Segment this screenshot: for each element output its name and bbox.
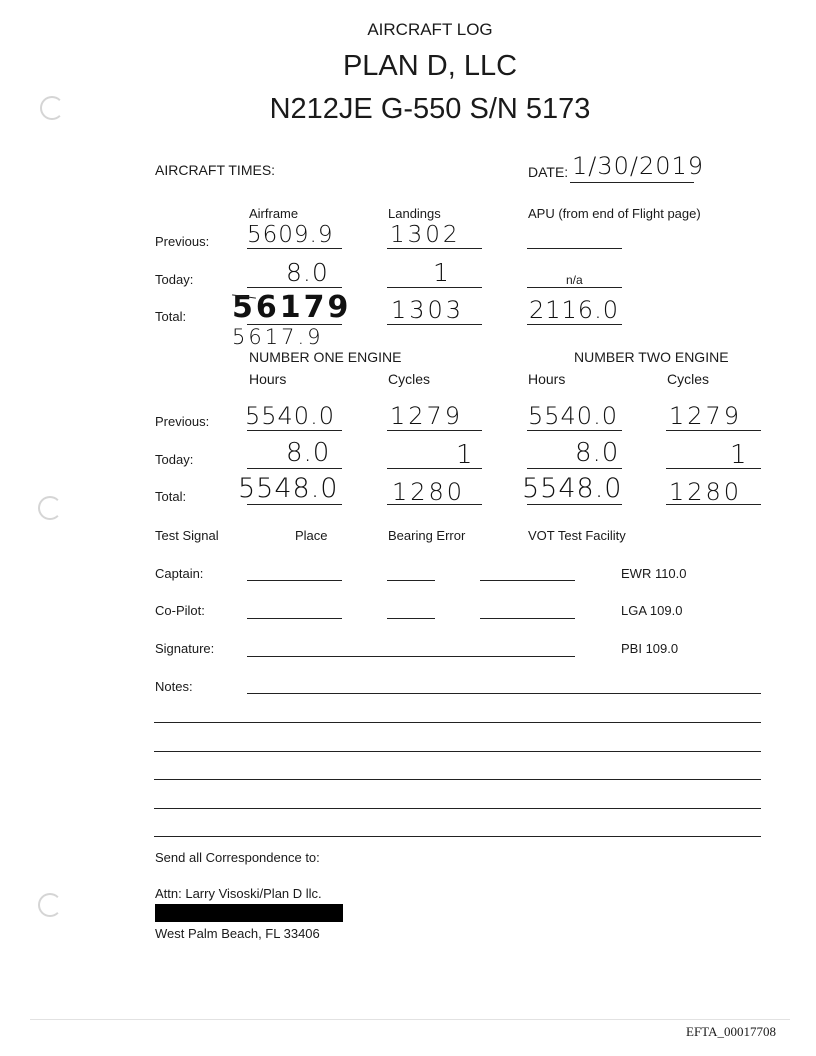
vot-facility-label: VOT Test Facility	[528, 528, 626, 543]
engine-row-today-label: Today:	[155, 452, 194, 467]
notes-label: Notes:	[155, 679, 193, 694]
correspondence-city: West Palm Beach, FL 33406	[155, 926, 320, 941]
e1-hours-today-value: 8.0	[286, 438, 331, 468]
notes-line-4	[154, 779, 761, 780]
company-title: PLAN D, LLC	[342, 50, 518, 82]
airframe-total-corrected-value: 5617.9	[232, 325, 324, 349]
col-landings: Landings	[388, 206, 441, 221]
copilot-bearing-line	[387, 618, 435, 619]
scan-edge-line	[30, 1019, 790, 1020]
engine-two-label: NUMBER TWO ENGINE	[574, 349, 729, 365]
landings-previous-line	[387, 248, 482, 249]
e1-hours-previous-line	[247, 430, 342, 431]
airframe-previous-value: 5609.9	[247, 222, 334, 248]
date-value: 1/30/2019	[572, 152, 705, 180]
e2-hours-previous-line	[527, 430, 622, 431]
captain-place-line	[247, 580, 342, 581]
e1-cycles-previous-value: 1279	[390, 402, 464, 430]
e2-hours-previous-value: 5540.0	[528, 402, 618, 430]
e2-cycles-label: Cycles	[667, 371, 710, 387]
row-total-label: Total:	[155, 309, 187, 324]
e1-hours-total-value: 5548.0	[238, 473, 339, 504]
engine-row-previous-label: Previous:	[155, 414, 210, 429]
e1-cycles-previous-line	[387, 430, 482, 431]
apu-total-value: 2116.0	[529, 296, 619, 324]
redaction-bar	[155, 904, 343, 922]
apu-today-value: n/a	[566, 273, 583, 287]
facility-ewr: EWR 110.0	[621, 566, 687, 581]
e2-cycles-total-value: 1280	[669, 478, 743, 506]
facility-lga: LGA 109.0	[621, 603, 683, 618]
landings-total-value: 1303	[391, 296, 465, 324]
col-apu: APU (from end of Flight page)	[528, 206, 701, 221]
punch-hole-middle	[38, 496, 62, 520]
row-previous-label: Previous:	[155, 234, 210, 249]
airframe-today-value: 8.0	[286, 258, 329, 287]
signature-label: Signature:	[155, 641, 215, 656]
captain-bearing-line	[387, 580, 435, 581]
e2-hours-today-value: 8.0	[575, 438, 620, 468]
apu-total-line	[527, 324, 622, 325]
landings-total-line	[387, 324, 482, 325]
place-label: Place	[295, 528, 328, 543]
e2-cycles-previous-value: 1279	[669, 402, 743, 430]
e2-hours-total-line	[527, 504, 622, 505]
notes-line-1	[247, 693, 761, 694]
punch-hole-bottom	[38, 893, 62, 917]
airframe-total-struck-value: 56179	[232, 290, 352, 325]
aircraft-times-label: AIRCRAFT TIMES:	[155, 162, 276, 178]
captain-label: Captain:	[155, 566, 204, 581]
e2-hours-today-line	[527, 468, 622, 469]
e1-cycles-total-value: 1280	[392, 478, 466, 506]
aircraft-title: N212JE G-550 S/N 5173	[269, 93, 591, 125]
notes-line-6	[154, 836, 761, 837]
copilot-label: Co-Pilot:	[155, 603, 205, 618]
bearing-error-label: Bearing Error	[388, 528, 466, 543]
e1-hours-today-line	[247, 468, 342, 469]
airframe-previous-line	[247, 248, 342, 249]
e2-hours-label: Hours	[528, 371, 566, 387]
date-label: DATE:	[528, 164, 569, 180]
correspondence-attn: Attn: Larry Visoski/Plan D llc.	[155, 886, 322, 901]
test-signal-label: Test Signal	[155, 528, 219, 543]
e1-hours-total-line	[247, 504, 342, 505]
e1-cycles-today-value: 1	[456, 440, 474, 470]
landings-today-value: 1	[433, 258, 450, 287]
correspondence-heading: Send all Correspondence to:	[155, 850, 320, 865]
e2-cycles-today-value: 1	[730, 440, 748, 470]
engine-one-label: NUMBER ONE ENGINE	[249, 349, 402, 365]
captain-sign-line	[480, 580, 575, 581]
landings-previous-value: 1302	[390, 222, 461, 248]
row-today-label: Today:	[155, 272, 194, 287]
engine-row-total-label: Total:	[155, 489, 187, 504]
col-airframe: Airframe	[249, 206, 299, 221]
notes-line-2	[154, 722, 761, 723]
airframe-today-line	[247, 287, 342, 288]
doc-type-title: AIRCRAFT LOG	[367, 20, 493, 39]
e2-hours-total-value: 5548.0	[522, 473, 623, 504]
bates-number: EFTA_00017708	[686, 1024, 776, 1039]
date-line	[570, 182, 694, 183]
landings-today-line	[387, 287, 482, 288]
e1-hours-previous-value: 5540.0	[245, 402, 335, 430]
copilot-place-line	[247, 618, 342, 619]
e1-hours-label: Hours	[249, 371, 287, 387]
signature-line	[247, 656, 575, 657]
facility-pbi: PBI 109.0	[621, 641, 679, 656]
apu-today-line	[527, 287, 622, 288]
notes-line-5	[154, 808, 761, 809]
e1-cycles-label: Cycles	[388, 371, 431, 387]
e2-cycles-previous-line	[666, 430, 761, 431]
apu-previous-line	[527, 248, 622, 249]
copilot-sign-line	[480, 618, 575, 619]
notes-line-3	[154, 751, 761, 752]
